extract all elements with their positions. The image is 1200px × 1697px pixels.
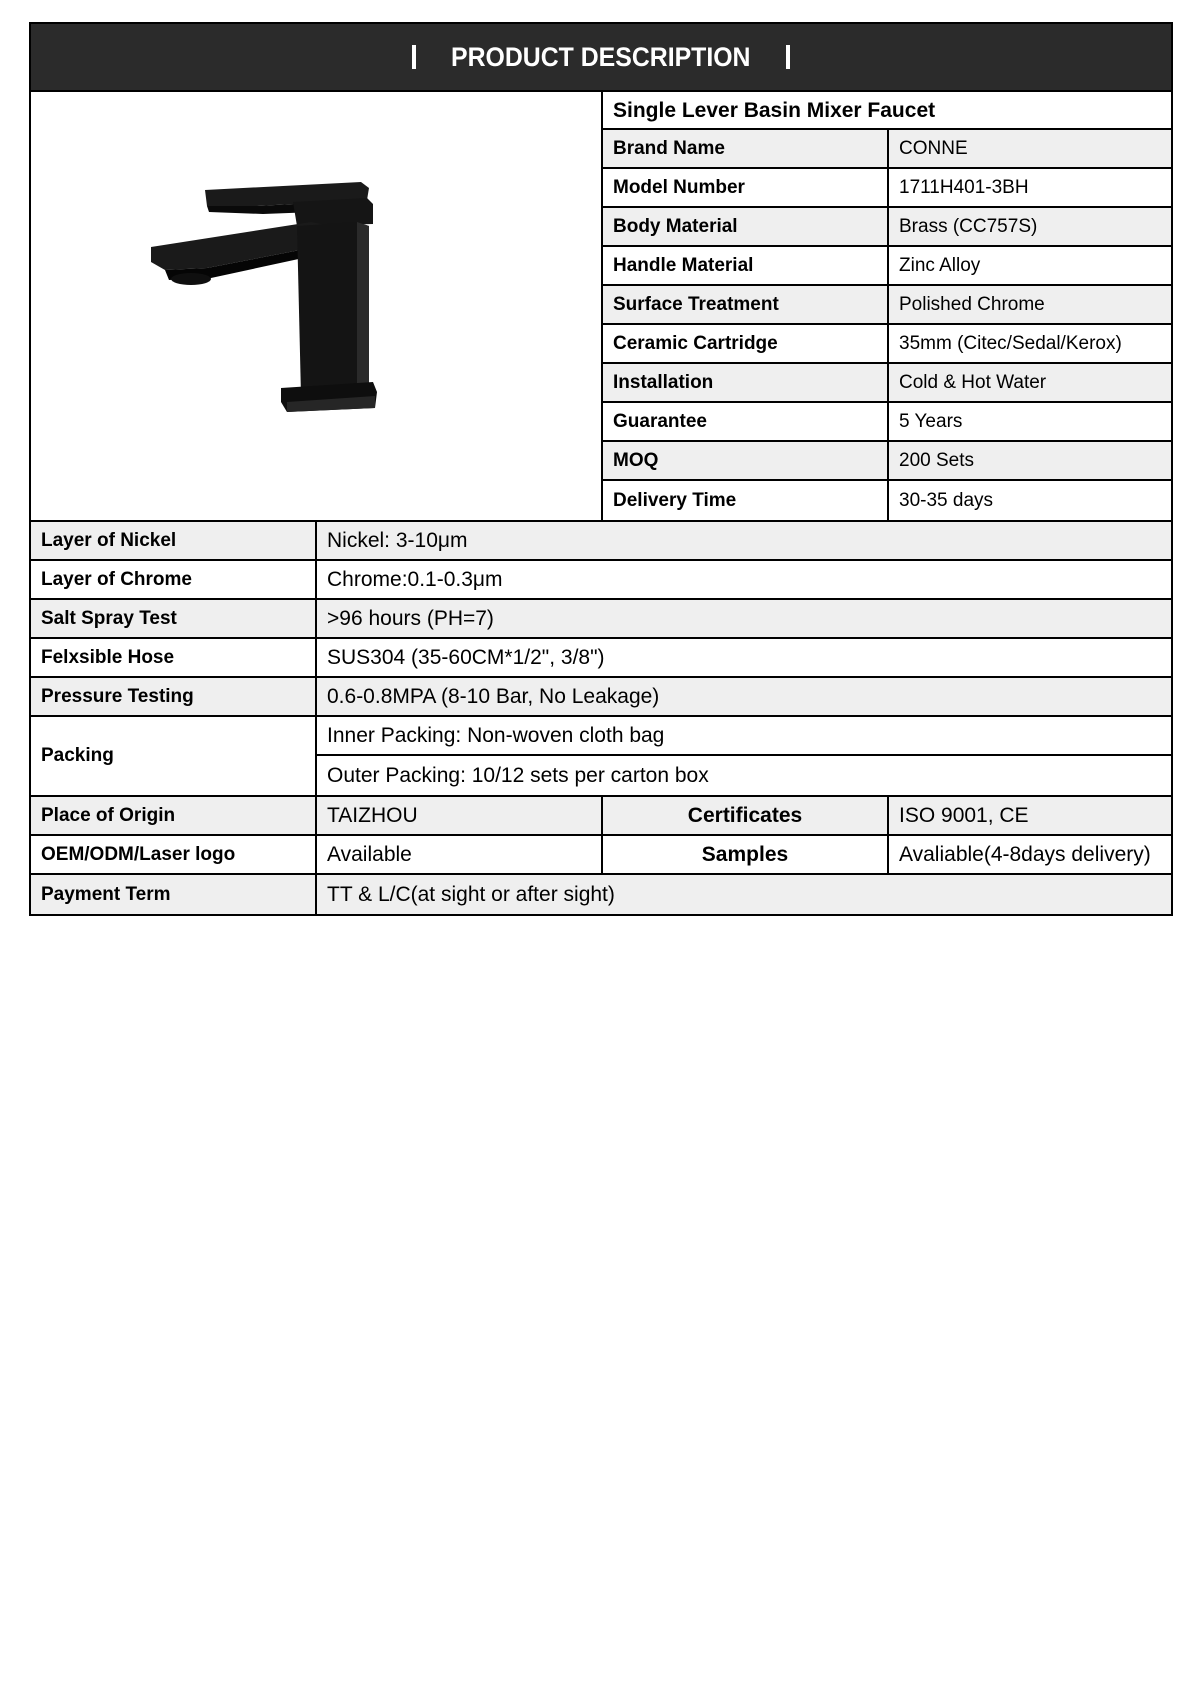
product-title: Single Lever Basin Mixer Faucet <box>603 92 1171 130</box>
spec-label: Delivery Time <box>603 481 889 520</box>
spec-value: 1711H401-3BH <box>899 176 1029 198</box>
detail-value: Chrome:0.1-0.3μm <box>327 567 503 591</box>
detail-value: Nickel: 3-10μm <box>327 528 468 552</box>
packing-values <box>317 717 1171 795</box>
spec-row-surface <box>603 286 1171 325</box>
detail-value: SUS304 (35-60CM*1/2", 3/8") <box>327 645 605 669</box>
detail-label: Layer of Chrome <box>31 561 317 598</box>
spec-value: CONNE <box>899 137 968 159</box>
origin-label: Place of Origin <box>31 797 317 834</box>
spec-label: Ceramic Cartridge <box>603 325 889 362</box>
spec-table <box>603 92 1171 520</box>
spec-row-brand <box>603 130 1171 169</box>
spec-value: 35mm (Citec/Sedal/Kerox) <box>899 332 1122 354</box>
samples-value: Avaliable(4-8days delivery) <box>899 842 1151 866</box>
detail-label: Layer of Nickel <box>31 522 317 559</box>
spec-row-installation <box>603 364 1171 403</box>
spec-label: Surface Treatment <box>603 286 889 323</box>
header-bar-left <box>412 45 416 69</box>
origin-row <box>31 797 1171 836</box>
detail-row-salt-spray <box>31 600 1171 639</box>
outer-packing: Outer Packing: 10/12 sets per carton box <box>327 763 709 787</box>
spec-label: Body Material <box>603 208 889 245</box>
faucet-icon <box>31 92 603 520</box>
payment-row <box>31 875 1171 914</box>
payment-value: TT & L/C(at sight or after sight) <box>327 882 615 906</box>
spec-label: Model Number <box>603 169 889 206</box>
spec-value: 30-35 days <box>899 489 994 511</box>
header-bar-right <box>786 45 790 69</box>
oem-value: Available <box>317 836 603 873</box>
product-description-sheet <box>29 22 1173 916</box>
detail-row-nickel <box>31 522 1171 561</box>
oem-row <box>31 836 1171 875</box>
spec-value: Brass (CC757S) <box>899 215 1038 237</box>
spec-value: Polished Chrome <box>899 293 1045 315</box>
spec-row-model <box>603 169 1171 208</box>
product-top-section <box>31 92 1171 522</box>
spec-row-delivery <box>603 481 1171 520</box>
detail-label: Pressure Testing <box>31 678 317 715</box>
spec-row-body-material <box>603 208 1171 247</box>
origin-value: TAIZHOU <box>317 797 603 834</box>
product-image-cell <box>31 92 603 520</box>
spec-label: Handle Material <box>603 247 889 284</box>
detail-label: Felxsible Hose <box>31 639 317 676</box>
detail-label: Salt Spray Test <box>31 600 317 637</box>
spec-value: Zinc Alloy <box>899 254 981 276</box>
certificates-value: ISO 9001, CE <box>899 803 1029 827</box>
header-banner <box>31 24 1171 92</box>
spec-label: Brand Name <box>603 130 889 167</box>
payment-label: Payment Term <box>31 875 317 914</box>
oem-label: OEM/ODM/Laser logo <box>31 836 317 873</box>
detail-row-pressure <box>31 678 1171 717</box>
spec-label: Installation <box>603 364 889 401</box>
detail-value: 0.6-0.8MPA (8-10 Bar, No Leakage) <box>327 684 660 708</box>
spec-value: Cold & Hot Water <box>899 371 1047 393</box>
spec-row-guarantee <box>603 403 1171 442</box>
inner-packing: Inner Packing: Non-woven cloth bag <box>317 717 1171 756</box>
spec-value: 200 Sets <box>899 449 974 471</box>
detail-row-hose <box>31 639 1171 678</box>
packing-label: Packing <box>31 717 317 795</box>
detail-row-chrome <box>31 561 1171 600</box>
spec-value: 5 Years <box>899 410 963 432</box>
detail-value: >96 hours (PH=7) <box>327 606 494 630</box>
spec-label: Guarantee <box>603 403 889 440</box>
spec-row-moq <box>603 442 1171 481</box>
spec-row-handle-material <box>603 247 1171 286</box>
spec-label: MOQ <box>603 442 889 479</box>
packing-row <box>31 717 1171 797</box>
spec-row-cartridge <box>603 325 1171 364</box>
header-title: PRODUCT DESCRIPTION <box>451 41 751 72</box>
certificates-label: Certificates <box>603 797 889 834</box>
samples-label: Samples <box>603 836 889 873</box>
